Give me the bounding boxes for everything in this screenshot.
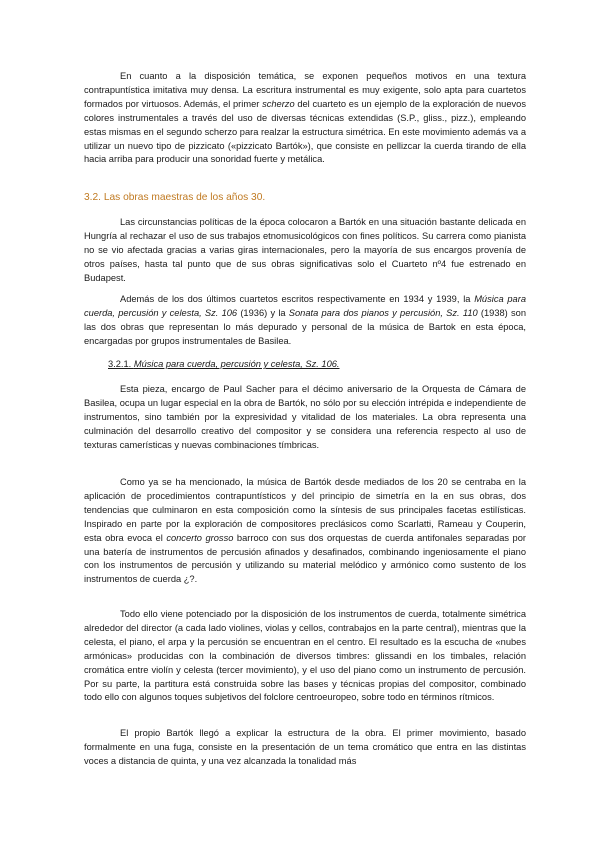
paragraph-tematica: [84, 70, 526, 167]
paragraph-text: El propio Bartók llegó a explicar la estructura de la obra. El primer movimiento, basado formalmente en una fuga, consiste en la presentación de un tema cromático que entra en las distintas voces a distancia de quinta, y una vez alcanzada la tonalidad más: [84, 728, 526, 766]
text-run: barroco con sus dos orquestas de cuerda antifonales separadas por una batería de instrumentos de percusión afinados y desafinados, combinando ingeniosamente el piano con los instrumentos de percusión y utilizando su material melódico y armónico como sustento de los instrumentos de cuerda ¿?.: [84, 532, 526, 585]
section-heading: 3.2. Las obras maestras de los años 30.: [84, 192, 266, 203]
paragraph-disposicion: [84, 608, 526, 705]
subsection-title: Música para cuerda, percusión y celesta, Sz. 106.: [133, 359, 340, 369]
text-run: del cuarteto es un ejemplo de la exploración de nuevos colores instrumentales a través del uso de diversas técnicas extendidas (S.P., gliss., pizz.), empleando estas mismas en el segundo scherzo para realzar la estructura simétrica. En este movimiento además va a utilizar un nuevo tipo de pizzicato («pizzicato Bartók»), que consiste en pellizcar la cuerda tirando de ella hacia arriba para producir una sonoridad fuerte y metálica.: [84, 98, 526, 165]
paragraph-circunstancias: [84, 216, 526, 286]
text-run: (1938) son las dos obras que representan lo más depurado y personal de la música de Bartok en esta época, encargadas por grupos instrumentales de Basilea.: [84, 307, 526, 346]
italic-title: Sonata para dos pianos y percusión, Sz. 110: [288, 307, 478, 318]
paragraph-text: [84, 70, 526, 167]
paragraph-text: Todo ello viene potenciado por la disposición de los instrumentos de cuerda, totalmente simétrica alrededor del director (a cada lado violines, violas y cellos, contrabajos en la parte central), mientras que la celesta, el piano, el arpa y la percusión se encuentran en el centro. El resultado es la escucha de «nubes armónicas» producidas con la combinación de diversos timbres: glissandi en los timbales, relación cromática entre violín y celesta (tercer movimiento), y el uso del piano como un instrumento de percusión. Por su parte, la partitura está construida sobre las bases y técnicas propias del compositor, combinado todo ello con algunos toques subjetivos del folclore centroeuropeo, sobre todo en términos rítmicos.: [84, 609, 526, 703]
paragraph-obras: [84, 293, 526, 349]
italic-term: concerto grosso: [166, 532, 234, 543]
paragraph-text: [84, 476, 526, 587]
text-run: En cuanto a la disposición temática, se exponen pequeños motivos en una textura contrapuntística imitativa muy densa. La escritura instrumental es muy exigente, solo apta para cuartetos formados por virtuosos. Además, el primer: [84, 71, 526, 109]
paragraph-text: Las circunstancias políticas de la época colocaron a Bartók en una situación bastante delicada en Hungría al rechazar el uso de sus trabajos etnomusicológicos con fines políticos. Su carrera como pianista no se vio afectada gracias a varias giras internacionales, pero la mayoría de sus encargos provenía de otros países, hasta tal punto que de sus obras significativas solo el Cuarteto nº4 fue estrenado en Budapest.: [84, 217, 526, 283]
italic-term: scherzo: [262, 98, 295, 109]
paragraph-text: Esta pieza, encargo de Paul Sacher para el décimo aniversario de la Orquesta de Cámara de Basilea, ocupa un lugar especial en la obra de Bartók, no sólo por su elección intrépida e independiente de instrumentos, sino también por la expresividad y vitalidad de los materiales. La obra representa una culminación del desarrollo creativo del compositor y se considera una referencia respecto al uso de texturas camerísticas y nuevas combinaciones tímbricas.: [84, 384, 526, 450]
subsection-number: 3.2.1.: [108, 359, 134, 369]
italic-title: Música para cuerda, percusión y celesta, Sz. 106: [84, 294, 526, 318]
paragraph-text: [84, 293, 526, 349]
subsection-heading: [108, 359, 340, 369]
text-run: Además de los dos últimos cuartetos escritos respectivamente en 1934 y 1939, la: [120, 294, 475, 304]
text-run: (1936) y la: [237, 307, 289, 318]
paragraph-encargo: [84, 383, 526, 453]
paragraph-estructura: [84, 727, 526, 769]
paragraph-contrapunto: [84, 476, 526, 587]
text-run: Como ya se ha mencionado, la música de Bartók desde mediados de los 20 se centraba en la aplicación de procedimientos contrapuntísticos y del principio de simetría en la en sus obras, dos tendencias que culminaron en esta composición como la síntesis de sus principales facetas estilísticas. Inspirado en parte por la exploración de compositores preclásicos como Scarlatti, Rameau y Couperin, esta obra evoca el: [84, 477, 526, 543]
